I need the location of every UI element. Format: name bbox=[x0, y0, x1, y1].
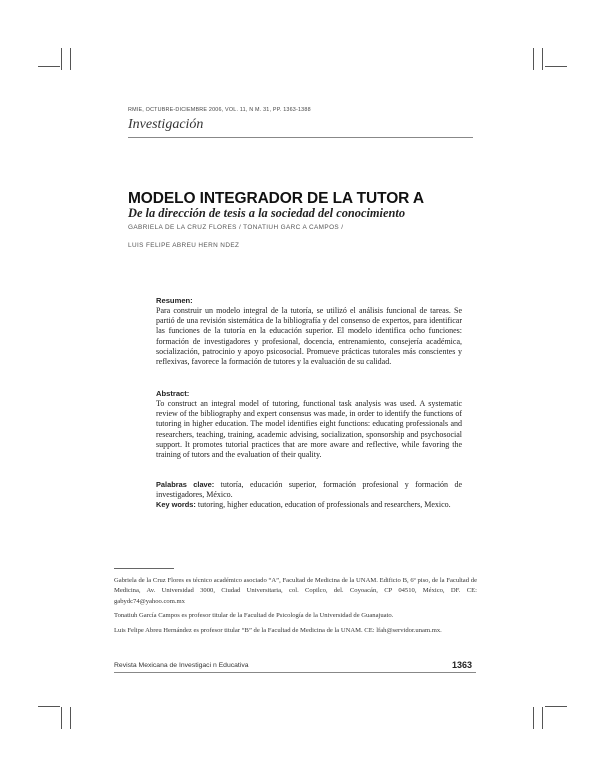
abstract-heading: Abstract: bbox=[156, 389, 190, 398]
keywords-en bbox=[156, 500, 462, 510]
footnote-author-3: Luis Felipe Abreu Hernández es profesor titular “B” de la Facultad de Medicina de la UNAM. CE: lfah@servidor.unam.mx. bbox=[114, 626, 442, 634]
footer-divider bbox=[114, 672, 476, 673]
crop-mark bbox=[533, 48, 534, 70]
crop-mark bbox=[70, 48, 71, 70]
abstract-block bbox=[156, 389, 462, 460]
crop-mark bbox=[542, 707, 543, 729]
resumen-heading: Resumen: bbox=[156, 296, 193, 305]
page-number: 1363 bbox=[452, 660, 473, 670]
footnote-author-1: Gabriela de la Cruz Flores es técnico académico asociado “A”, Facultad de Medicina de la UNAM. Edificio B, 6º piso, de la Facultad de Medicina, Av. Universidad 3000, Ciudad Universitaria, col. Copilco, del. Coyoacán, CP 04510, México, DF. CE: gabydc74@yahoo.com.mx bbox=[114, 577, 477, 605]
keywords-en-label: Key words: bbox=[156, 500, 196, 510]
crop-mark bbox=[38, 66, 60, 67]
abstract-text: To construct an integral model of tutoring, functional task analysis was used. A systematic review of the bibliography and expert consensus was made, in order to identify the functions of tutoring in higher education. The model identifies eight functions: educating professionals and researchers, teaching, training, academic advising, socialization, sponsorship and psychosocial support. It promotes tutorial practices that are more aware and reflective, while favoring the training of tutors and the evaluation of their quality. bbox=[156, 399, 462, 460]
keywords-es-label: Palabras clave: bbox=[156, 480, 215, 489]
crop-mark bbox=[70, 707, 71, 729]
footnote-author-2: Tonatiuh García Campos es profesor titular de la Facultad de Psicología de la Universidad de Guanajuato. bbox=[114, 612, 394, 620]
article-title: MODELO INTEGRADOR DE LA TUTOR A bbox=[128, 190, 424, 207]
authors-line-1: GABRIELA DE LA CRUZ FLORES / TONATIUH GARC A CAMPOS / bbox=[128, 224, 344, 231]
section-divider bbox=[128, 137, 473, 138]
crop-mark bbox=[545, 66, 567, 67]
authors-line-2: LUIS FELIPE ABREU HERN NDEZ bbox=[128, 242, 240, 249]
crop-mark bbox=[61, 48, 62, 70]
running-head: RMIE, OCTUBRE-DICIEMBRE 2006, VOL. 11, N M. 31, PP. 1363-1388 bbox=[128, 107, 311, 113]
resumen-block bbox=[156, 296, 462, 367]
footnote-rule bbox=[114, 568, 174, 569]
keywords-es bbox=[156, 480, 462, 500]
crop-mark bbox=[533, 707, 534, 729]
crop-mark bbox=[545, 706, 567, 707]
crop-mark bbox=[542, 48, 543, 70]
crop-mark bbox=[38, 706, 60, 707]
journal-name: Revista Mexicana de Investigaci n Educativa bbox=[114, 662, 249, 669]
section-label: Investigación bbox=[128, 117, 204, 132]
keywords-en-text: tutoring, higher education, education of professionals and researchers, Mexico. bbox=[197, 500, 451, 510]
footnotes bbox=[114, 576, 477, 640]
keywords-block bbox=[156, 480, 462, 511]
article-subtitle: De la dirección de tesis a la sociedad del conocimiento bbox=[128, 206, 406, 220]
resumen-text: Para construir un modelo integral de la tutoría, se utilizó el análisis funcional de tareas. Se partió de una revisión sistemática de la bibliografía y del consenso de expertos, para identificar las funciones de la tutoría en la educación superior. El modelo identifica ocho funciones: formación de investigadores y profesional, docencia, entrenamiento, consejería académica, socialización, patrocinio y apoyo psicosocial. Promueve prácticas tutorales más conscientes y reflexivas, favorece la formación de tutores y la evaluación de su calidad. bbox=[156, 306, 462, 367]
keywords-es-text: tutoría, educación superior, formación profesional y formación de investigadores, México. bbox=[156, 480, 463, 500]
crop-mark bbox=[61, 707, 62, 729]
